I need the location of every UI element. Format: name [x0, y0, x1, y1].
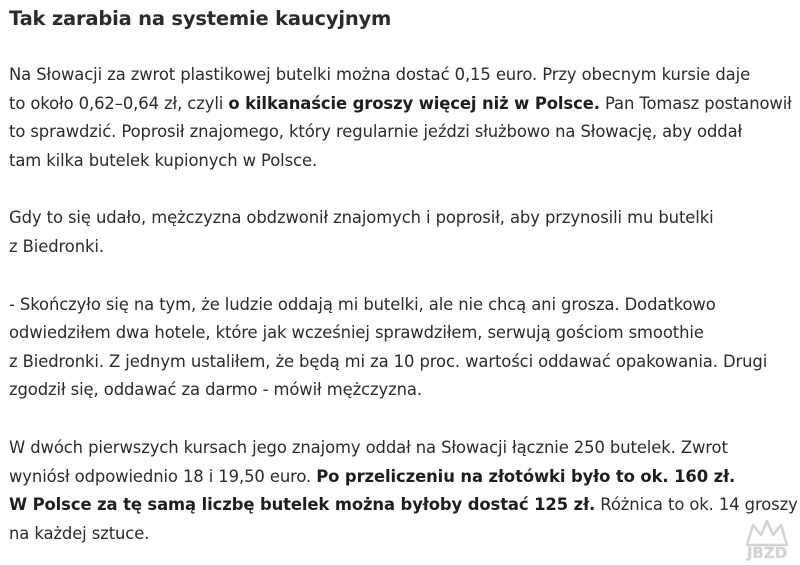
- paragraph-3-line-1: - Skończyło się na tym, że ludzie oddają mi butelki, ale nie chcą ani grosza. Dodatkowo: [9, 294, 716, 314]
- paragraph-1-line-2-tail: Pan Tomasz postanowił: [599, 93, 792, 113]
- paragraph-3: [9, 291, 795, 405]
- paragraph-4-bold-text-2: W Polsce za tę samą liczbę butelek można byłoby dostać 125 zł.: [9, 495, 596, 515]
- paragraph-1-line-2-text: to około 0,62–0,64 zł, czyli: [9, 93, 229, 113]
- paragraph-4-line-4: na każdej sztuce.: [9, 523, 150, 543]
- paragraph-4-line-2: [9, 463, 795, 492]
- paragraph-4-line-2-text: wyniósł odpowiednio 18 i 19,50 euro.: [9, 466, 317, 486]
- paragraph-3-line-2: odwiedziłem dwa hotele, które jak wcześniej sprawdziłem, serwują gościom smoothie: [9, 323, 704, 343]
- paragraph-1: [9, 61, 795, 175]
- watermark-text: JBZD: [746, 544, 788, 561]
- paragraph-1-line-1: Na Słowacji za zwrot plastikowej butelki można dostać 0,15 euro. Przy obecnym kursie daje: [9, 65, 751, 84]
- paragraph-2-line-2: z Biedronki.: [9, 236, 104, 256]
- paragraph-4-line-1: W dwóch pierwszych kursach jego znajomy oddał na Słowacji łącznie 250 butelek. Zwrot: [9, 437, 728, 457]
- paragraph-1-line-3: to sprawdzić. Poprosił znajomego, który regularnie jeździ służbowo na Słowację, aby oddał: [9, 122, 743, 142]
- paragraph-3-line-3: z Biedronki. Z jednym ustaliłem, że będą mi za 10 proc. wartości oddawać opakowania. Drugi: [9, 351, 768, 371]
- paragraph-4-line-3: [9, 491, 798, 520]
- jbzd-logo-icon: [741, 515, 793, 561]
- jbzd-watermark-svg: [741, 515, 793, 561]
- paragraph-1-line-2: [9, 90, 795, 119]
- paragraph-4: [9, 434, 798, 548]
- paragraph-3-line-4: zgodził się, oddawać za darmo - mówił mężczyzna.: [9, 380, 422, 400]
- paragraph-2: [9, 204, 795, 261]
- article-title: Tak zarabia na systemie kaucyjnym: [9, 7, 392, 30]
- paragraph-2-line-1: Gdy to się udało, mężczyzna obdzwonił znajomych i poprosił, aby przynosili mu butelki: [9, 208, 714, 228]
- paragraph-1-bold-text: o kilkanaście groszy więcej niż w Polsce.: [228, 93, 600, 113]
- paragraph-1-line-4: tam kilka butelek kupionych w Polsce.: [9, 150, 318, 170]
- article: [9, 0, 798, 548]
- paragraph-4-bold-text-1: Po przeliczeniu na złotówki było to ok. 160 zł.: [316, 466, 736, 486]
- paragraph-4-line-3-tail: Różnica to ok. 14 groszy: [595, 495, 798, 515]
